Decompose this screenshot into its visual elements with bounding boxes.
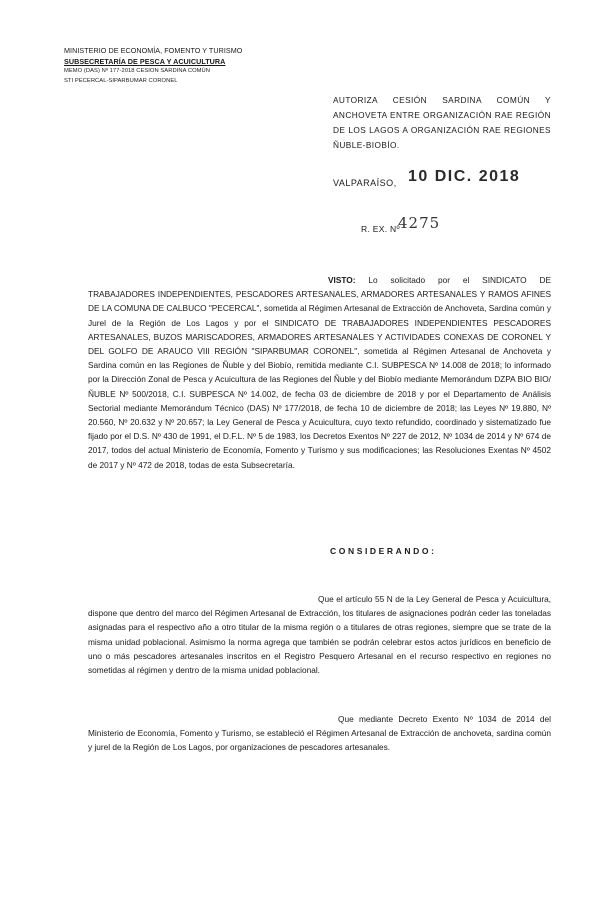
considerando-paragraph-2: Que mediante Decreto Exento Nº 1034 de 2014 del Ministerio de Economía, Fomento y Turismo, se estableció el Régimen Artesanal de Extracción de anchoveta, sardina común y jurel de la Región de Los Lagos, por organizaciones de pescadores artesanales. [88,714,551,753]
considerando-paragraph-1: Que el artículo 55 N de la Ley General de Pesca y Acuicultura, dispone que dentro del marco del Régimen Artesanal de Extracción, los titulares de asignaciones podrán ceder las toneladas asignadas para el respectivo año a otro titular de la misma región o a titulares de otras regiones, siempre que se trate de la misma unidad poblacional. Asimismo la norma agrega que también se podrán celebrar estos actos jurídicos en beneficio de uno o más pescadores artesanales inscritos en el Registro Pesquero Artesanal en el recurso respectivo en regiones no sometidas al régimen y dentro de la misma unidad poblacional. [88,594,551,676]
date-stamp: 10 DIC. 2018 [408,168,521,185]
considerando-heading: CONSIDERANDO: [330,546,437,556]
organizations-reference: STI PECERCAL-SIPARBUMAR CORONEL [64,77,178,84]
resolution-number-label: R. EX. Nº [361,224,400,234]
visto-section [88,273,551,472]
subsecretaria-name: SUBSECRETARÍA DE PESCA Y ACUICULTURA [64,57,226,66]
visto-text: Lo solicitado por el SINDICATO DE TRABAJADORES INDEPENDIENTES, PESCADORES ARTESANALES, ARMADORES ARTESANALES Y RAMOS AFINES DE LA COMUNA DE CALBUCO "PECERCAL", sometida al Régimen Artesanal de Extracción de Anchoveta, Sardina común y Jurel de la Región de Los Lagos y por el SINDICATO DE TRABAJADORES INDEPENDIENTES PESCADORES ARTESANALES, BUZOS MARISCADORES, ARMADORES ARTESANALES Y ACTIVIDADES CONEXAS DE CORONEL Y DEL GOLFO DE ARAUCO VIII REGIÓN "SIPARBUMAR CORONEL", sometida al Régimen Artesanal de Anchoveta y Sardina común en las Regiones de Ñuble y del Biobío, remitida mediante C.I. SUBPESCA Nº 14.008 de 2018; lo informado por la Dirección Zonal de Pesca y Acuicultura de las Regiones del Ñuble y del Biobío mediante Memorándum DZPA BIO BIO/ÑUBLE Nº 500/2018, C.I. SUBPESCA Nº 14.002, de fecha 03 de diciembre de 2018 y por el Departamento de Análisis Sectorial mediante Memorándum Técnico (DAS) Nº 177/2018, de fecha 10 de diciembre de 2018; las Leyes Nº 19.880, Nº 20.560, Nº 20.632 y Nº 20.657; la Ley General de Pesca y Acuicultura, cuyo texto refundido, coordinado y sistematizado fue fijado por el D.S. Nº 430 de 1991, el D.F.L. Nº 5 de 1983, los Decretos Exentos Nº 227 de 2012, Nº 1034 de 2014 y Nº 674 de 2017, todos del actual Ministerio de Economía, Fomento y Turismo y sus modificaciones; las Resoluciones Exentas Nº 4502 de 2017 y Nº 472 de 2018, todas de esta Subsecretaría. [88,275,551,470]
memo-reference: MEMO (DAS) Nº 177-2018 CESION SARDINA COMÚN [64,68,210,74]
visto-label: VISTO: [328,275,356,285]
place-label: VALPARAÍSO, [333,178,397,188]
resolution-number: 4275 [398,214,441,232]
ministry-name: MINISTERIO DE ECONOMÍA, FOMENTO Y TURISMO [64,46,243,55]
letterhead [64,45,274,86]
resolution-subject: AUTORIZA CESIÓN SARDINA COMÚN Y ANCHOVETA ENTRE ORGANIZACIÓN RAE REGIÓN DE LOS LAGOS A ORGANIZACIÓN RAE REGIONES ÑUBLE-BIOBÍO. [333,95,551,150]
